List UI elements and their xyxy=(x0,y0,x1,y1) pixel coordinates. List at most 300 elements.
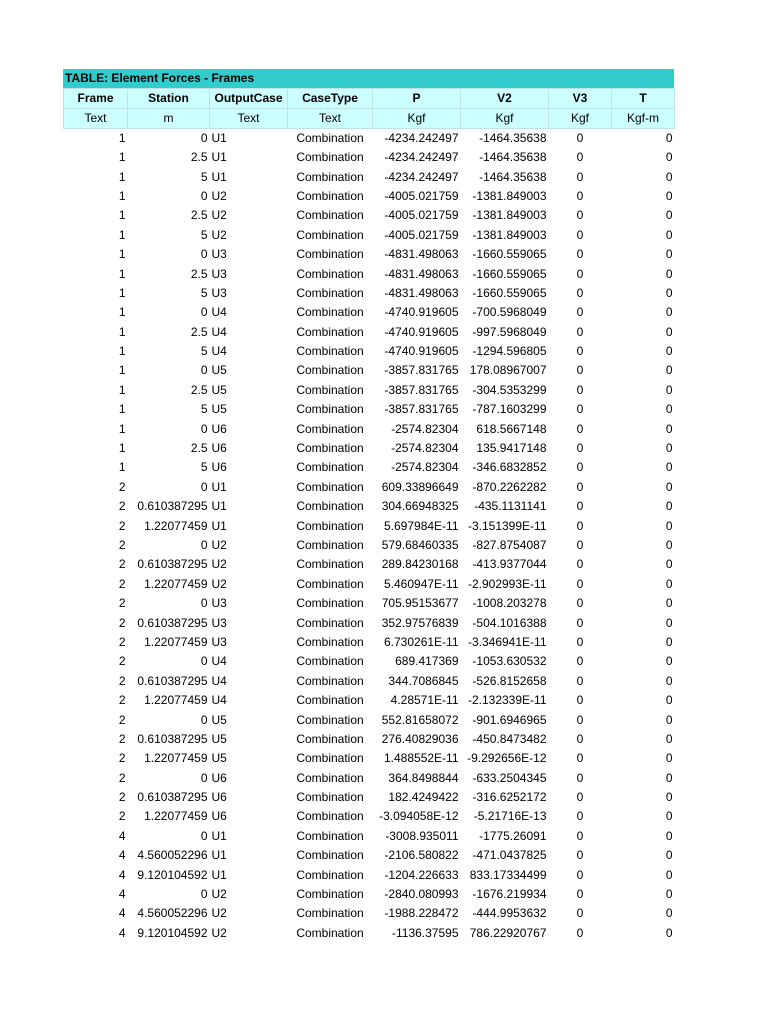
cell-p: 705.95153677 xyxy=(381,596,459,611)
table-row xyxy=(64,342,675,361)
cell-t: 0 xyxy=(665,770,673,785)
cell-v3: 0 xyxy=(576,887,584,902)
cell-station: 9.120104592 xyxy=(137,867,208,882)
cell-v3: 0 xyxy=(576,731,584,746)
cell-t: 0 xyxy=(665,324,673,339)
cell-p: -4831.498063 xyxy=(384,285,459,300)
cell-p: 364.8498844 xyxy=(388,770,459,785)
cell-v2: -1676.219934 xyxy=(472,887,547,902)
cell-frame: 2 xyxy=(118,654,126,669)
cell-v3: 0 xyxy=(576,460,584,475)
cell-t: 0 xyxy=(665,828,673,843)
cell-v3: 0 xyxy=(576,421,584,436)
cell-outputcase: U4 xyxy=(211,654,227,669)
cell-t: 0 xyxy=(665,460,673,475)
cell-t: 0 xyxy=(665,887,673,902)
cell-v3: 0 xyxy=(576,518,584,533)
table-row xyxy=(64,691,675,710)
cell-casetype: Combination xyxy=(296,460,364,475)
table-row xyxy=(64,458,675,477)
cell-outputcase: U6 xyxy=(211,441,227,456)
cell-v2: -1294.596805 xyxy=(472,344,547,359)
cell-casetype: Combination xyxy=(296,421,364,436)
table-row xyxy=(64,730,675,749)
cell-casetype: Combination xyxy=(296,848,364,863)
cell-frame: 1 xyxy=(118,150,126,165)
cell-station: 0.610387295 xyxy=(137,615,208,630)
cell-casetype: Combination xyxy=(296,188,364,203)
cell-frame: 1 xyxy=(118,460,126,475)
cell-p: -3857.831765 xyxy=(384,363,459,378)
cell-p: -4234.242497 xyxy=(384,150,459,165)
cell-p: -4234.242497 xyxy=(384,131,459,145)
unit-v2: Kgf xyxy=(461,109,549,129)
cell-casetype: Combination xyxy=(296,596,364,611)
cell-outputcase: U6 xyxy=(211,770,227,785)
table-row xyxy=(64,361,675,380)
cell-outputcase: U1 xyxy=(211,479,227,494)
element-forces-table xyxy=(63,88,675,943)
cell-casetype: Combination xyxy=(296,441,364,456)
cell-v2: -827.8754087 xyxy=(472,538,547,552)
col-header-v2: V2 xyxy=(461,89,549,109)
cell-frame: 2 xyxy=(118,634,126,649)
cell-casetype: Combination xyxy=(296,131,364,145)
cell-t: 0 xyxy=(665,809,673,824)
cell-frame: 2 xyxy=(118,518,126,533)
cell-t: 0 xyxy=(665,576,673,591)
cell-frame: 2 xyxy=(118,576,126,591)
cell-station: 2.5 xyxy=(190,208,208,223)
cell-t: 0 xyxy=(665,712,673,727)
table-row xyxy=(64,439,675,458)
cell-p: -3008.935011 xyxy=(385,828,459,843)
cell-frame: 1 xyxy=(118,285,126,300)
cell-station: 4.560052296 xyxy=(137,906,208,921)
cell-outputcase: U2 xyxy=(211,906,227,921)
cell-v2: -1381.849003 xyxy=(472,227,547,242)
unit-v3: Kgf xyxy=(549,109,612,129)
cell-v2: 618.5667148 xyxy=(476,421,547,436)
column-header-row xyxy=(64,89,675,109)
cell-p: 689.417369 xyxy=(395,654,459,669)
cell-casetype: Combination xyxy=(296,382,364,397)
cell-v3: 0 xyxy=(576,906,584,921)
cell-outputcase: U1 xyxy=(211,828,227,843)
cell-outputcase: U2 xyxy=(211,188,227,203)
table-row xyxy=(64,381,675,400)
cell-v3: 0 xyxy=(576,499,584,514)
cell-v2: -901.6946965 xyxy=(472,712,547,727)
cell-v2: -870.2262282 xyxy=(472,479,547,494)
cell-outputcase: U2 xyxy=(211,227,227,242)
cell-station: 0 xyxy=(200,770,208,785)
col-header-casetype: CaseType xyxy=(288,89,373,109)
cell-casetype: Combination xyxy=(296,634,364,649)
cell-casetype: Combination xyxy=(296,887,364,902)
table-row xyxy=(64,536,675,555)
cell-v2: -504.1016388 xyxy=(472,615,547,630)
cell-frame: 4 xyxy=(118,867,126,882)
cell-frame: 2 xyxy=(118,731,126,746)
cell-frame: 1 xyxy=(118,344,126,359)
cell-t: 0 xyxy=(665,557,673,572)
cell-p: -3857.831765 xyxy=(384,382,459,397)
cell-frame: 2 xyxy=(118,596,126,611)
cell-outputcase: U1 xyxy=(211,150,227,165)
cell-outputcase: U3 xyxy=(211,596,227,611)
cell-v3: 0 xyxy=(576,809,584,824)
cell-t: 0 xyxy=(665,363,673,378)
cell-p: -4831.498063 xyxy=(384,247,459,262)
table-row xyxy=(64,226,675,245)
cell-v3: 0 xyxy=(576,305,584,320)
cell-t: 0 xyxy=(665,538,673,552)
cell-outputcase: U3 xyxy=(211,285,227,300)
cell-casetype: Combination xyxy=(296,751,364,766)
cell-frame: 2 xyxy=(118,538,126,552)
cell-v3: 0 xyxy=(576,131,584,145)
cell-t: 0 xyxy=(665,285,673,300)
cell-outputcase: U6 xyxy=(211,460,227,475)
col-header-p: P xyxy=(373,89,461,109)
cell-frame: 1 xyxy=(118,305,126,320)
cell-frame: 4 xyxy=(118,848,126,863)
cell-v3: 0 xyxy=(576,479,584,494)
table-row xyxy=(64,555,675,574)
cell-v2: -1464.35638 xyxy=(479,169,547,184)
cell-station: 0.610387295 xyxy=(137,790,208,805)
cell-frame: 1 xyxy=(118,131,126,145)
cell-casetype: Combination xyxy=(296,285,364,300)
cell-station: 0 xyxy=(200,479,208,494)
cell-v2: -3.151399E-11 xyxy=(467,518,547,533)
cell-v3: 0 xyxy=(576,557,584,572)
cell-p: -4831.498063 xyxy=(384,266,459,281)
cell-outputcase: U1 xyxy=(211,848,227,863)
cell-station: 0 xyxy=(200,363,208,378)
cell-p: -4005.021759 xyxy=(384,208,459,223)
cell-t: 0 xyxy=(665,305,673,320)
cell-station: 4.560052296 xyxy=(137,848,208,863)
cell-v3: 0 xyxy=(576,848,584,863)
cell-t: 0 xyxy=(665,848,673,863)
cell-station: 1.22077459 xyxy=(144,576,208,591)
cell-v2: -700.5968049 xyxy=(472,305,547,320)
cell-v3: 0 xyxy=(576,538,584,552)
cell-p: -1988.228472 xyxy=(384,906,459,921)
cell-v2: -444.9953632 xyxy=(472,906,547,921)
cell-v3: 0 xyxy=(576,693,584,708)
table-row xyxy=(64,924,675,943)
cell-t: 0 xyxy=(665,693,673,708)
cell-t: 0 xyxy=(665,867,673,882)
table-row xyxy=(64,264,675,283)
cell-v3: 0 xyxy=(576,615,584,630)
cell-station: 0 xyxy=(200,828,208,843)
cell-station: 5 xyxy=(200,285,208,300)
cell-v3: 0 xyxy=(576,828,584,843)
unit-p: Kgf xyxy=(373,109,461,129)
cell-casetype: Combination xyxy=(296,402,364,417)
cell-v3: 0 xyxy=(576,712,584,727)
cell-station: 5 xyxy=(200,402,208,417)
cell-v3: 0 xyxy=(576,654,584,669)
cell-casetype: Combination xyxy=(296,479,364,494)
cell-p: 5.697984E-11 xyxy=(383,518,459,533)
cell-v3: 0 xyxy=(576,344,584,359)
unit-frame: Text xyxy=(64,109,128,129)
cell-v3: 0 xyxy=(576,441,584,456)
cell-station: 0 xyxy=(200,596,208,611)
cell-casetype: Combination xyxy=(296,247,364,262)
cell-v2: -316.6252172 xyxy=(472,790,547,805)
cell-station: 2.5 xyxy=(190,324,208,339)
cell-p: 276.40829036 xyxy=(381,731,459,746)
cell-t: 0 xyxy=(665,731,673,746)
cell-p: -2840.080993 xyxy=(384,887,459,902)
cell-frame: 1 xyxy=(118,208,126,223)
cell-v2: -2.902993E-11 xyxy=(467,576,547,591)
cell-outputcase: U6 xyxy=(211,421,227,436)
cell-outputcase: U3 xyxy=(211,266,227,281)
cell-casetype: Combination xyxy=(296,557,364,572)
cell-v3: 0 xyxy=(576,402,584,417)
cell-t: 0 xyxy=(665,421,673,436)
cell-casetype: Combination xyxy=(296,828,364,843)
cell-outputcase: U2 xyxy=(211,925,227,940)
cell-p: 182.4249422 xyxy=(388,790,459,805)
cell-casetype: Combination xyxy=(296,654,364,669)
cell-frame: 2 xyxy=(118,615,126,630)
cell-station: 2.5 xyxy=(190,382,208,397)
table-row xyxy=(64,478,675,497)
cell-v2: 786.22920767 xyxy=(469,925,547,940)
cell-outputcase: U4 xyxy=(211,305,227,320)
cell-v3: 0 xyxy=(576,363,584,378)
cell-station: 0 xyxy=(200,712,208,727)
cell-outputcase: U6 xyxy=(211,809,227,824)
table-row xyxy=(64,303,675,322)
cell-v3: 0 xyxy=(576,150,584,165)
cell-v2: -1381.849003 xyxy=(472,188,547,203)
cell-t: 0 xyxy=(665,266,673,281)
table-row xyxy=(64,865,675,884)
unit-outputcase: Text xyxy=(210,109,288,129)
cell-v3: 0 xyxy=(576,576,584,591)
cell-p: -3.094058E-12 xyxy=(379,809,459,824)
table-row xyxy=(64,749,675,768)
cell-v2: -413.9377044 xyxy=(472,557,547,572)
cell-v2: -435.1131141 xyxy=(474,499,547,514)
cell-v2: -633.2504345 xyxy=(472,770,547,785)
cell-casetype: Combination xyxy=(296,615,364,630)
cell-outputcase: U4 xyxy=(211,324,227,339)
cell-v3: 0 xyxy=(576,925,584,940)
cell-frame: 1 xyxy=(118,247,126,262)
unit-t: Kgf-m xyxy=(612,109,675,129)
table-row xyxy=(64,148,675,167)
cell-station: 0 xyxy=(200,654,208,669)
cell-outputcase: U2 xyxy=(211,538,227,552)
cell-outputcase: U4 xyxy=(211,344,227,359)
cell-frame: 2 xyxy=(118,790,126,805)
cell-v2: -787.1603299 xyxy=(472,402,547,417)
table-row xyxy=(64,769,675,788)
cell-frame: 1 xyxy=(118,169,126,184)
cell-t: 0 xyxy=(665,344,673,359)
cell-station: 0.610387295 xyxy=(137,557,208,572)
cell-v2: -1053.630532 xyxy=(472,654,547,669)
cell-p: -2574.82304 xyxy=(391,421,459,436)
cell-frame: 1 xyxy=(118,441,126,456)
cell-outputcase: U3 xyxy=(211,634,227,649)
table-row xyxy=(64,710,675,729)
table-row xyxy=(64,575,675,594)
table-row xyxy=(64,652,675,671)
table-row xyxy=(64,904,675,923)
cell-station: 0.610387295 xyxy=(137,731,208,746)
cell-frame: 4 xyxy=(118,828,126,843)
cell-frame: 2 xyxy=(118,499,126,514)
cell-v2: -3.346941E-11 xyxy=(467,634,547,649)
cell-v2: -346.6832852 xyxy=(472,460,547,475)
cell-p: -4740.919605 xyxy=(384,344,459,359)
unit-casetype: Text xyxy=(288,109,373,129)
cell-frame: 1 xyxy=(118,363,126,378)
cell-frame: 2 xyxy=(118,557,126,572)
cell-frame: 1 xyxy=(118,324,126,339)
cell-v2: -1660.559065 xyxy=(472,247,547,262)
table-row xyxy=(64,400,675,419)
cell-casetype: Combination xyxy=(296,809,364,824)
cell-v3: 0 xyxy=(576,266,584,281)
table-row xyxy=(64,284,675,303)
cell-t: 0 xyxy=(665,169,673,184)
cell-t: 0 xyxy=(665,441,673,456)
cell-casetype: Combination xyxy=(296,712,364,727)
cell-casetype: Combination xyxy=(296,867,364,882)
cell-v2: -1464.35638 xyxy=(479,131,547,145)
cell-station: 5 xyxy=(200,460,208,475)
cell-outputcase: U6 xyxy=(211,790,227,805)
cell-outputcase: U1 xyxy=(211,131,227,145)
cell-v2: -1660.559065 xyxy=(472,285,547,300)
cell-v3: 0 xyxy=(576,596,584,611)
cell-station: 0 xyxy=(200,538,208,552)
cell-v3: 0 xyxy=(576,382,584,397)
cell-outputcase: U5 xyxy=(211,363,227,378)
cell-station: 5 xyxy=(200,169,208,184)
cell-casetype: Combination xyxy=(296,770,364,785)
units-header-row xyxy=(64,109,675,129)
table-row xyxy=(64,419,675,438)
cell-p: 352.97576839 xyxy=(381,615,459,630)
cell-outputcase: U3 xyxy=(211,247,227,262)
cell-t: 0 xyxy=(665,150,673,165)
cell-casetype: Combination xyxy=(296,169,364,184)
cell-v3: 0 xyxy=(576,247,584,262)
cell-outputcase: U1 xyxy=(211,169,227,184)
cell-outputcase: U1 xyxy=(211,518,227,533)
cell-casetype: Combination xyxy=(296,499,364,514)
col-header-frame: Frame xyxy=(64,89,128,109)
cell-v2: -997.5968049 xyxy=(472,324,547,339)
cell-p: -4005.021759 xyxy=(384,188,459,203)
cell-t: 0 xyxy=(665,634,673,649)
table-row xyxy=(64,846,675,865)
cell-p: -2574.82304 xyxy=(391,460,459,475)
cell-frame: 2 xyxy=(118,809,126,824)
cell-station: 5 xyxy=(200,227,208,242)
cell-p: 304.66948325 xyxy=(381,499,459,514)
cell-v2: -471.0437825 xyxy=(472,848,547,863)
cell-casetype: Combination xyxy=(296,227,364,242)
cell-casetype: Combination xyxy=(296,305,364,320)
cell-frame: 2 xyxy=(118,693,126,708)
col-header-v3: V3 xyxy=(549,89,612,109)
cell-v2: -2.132339E-11 xyxy=(467,693,547,708)
table-body xyxy=(64,129,675,944)
cell-casetype: Combination xyxy=(296,344,364,359)
cell-outputcase: U5 xyxy=(211,731,227,746)
cell-frame: 4 xyxy=(118,906,126,921)
cell-casetype: Combination xyxy=(296,790,364,805)
cell-p: 4.28571E-11 xyxy=(390,693,459,708)
cell-t: 0 xyxy=(665,925,673,940)
cell-station: 1.22077459 xyxy=(144,518,208,533)
cell-station: 1.22077459 xyxy=(144,693,208,708)
cell-casetype: Combination xyxy=(296,925,364,940)
cell-v2: -1464.35638 xyxy=(479,150,547,165)
table-row xyxy=(64,827,675,846)
table-row xyxy=(64,187,675,206)
cell-station: 0 xyxy=(200,305,208,320)
cell-frame: 1 xyxy=(118,227,126,242)
cell-frame: 1 xyxy=(118,382,126,397)
table-row xyxy=(64,594,675,613)
cell-station: 9.120104592 xyxy=(137,925,208,940)
cell-outputcase: U5 xyxy=(211,382,227,397)
cell-casetype: Combination xyxy=(296,363,364,378)
cell-station: 0 xyxy=(200,421,208,436)
cell-outputcase: U4 xyxy=(211,693,227,708)
table-row xyxy=(64,516,675,535)
cell-v2: 833.17334499 xyxy=(469,867,547,882)
cell-v2: -1775.26091 xyxy=(479,828,547,843)
cell-p: -1204.226633 xyxy=(384,867,459,882)
table-row xyxy=(64,672,675,691)
cell-t: 0 xyxy=(665,615,673,630)
cell-t: 0 xyxy=(665,402,673,417)
cell-p: -4740.919605 xyxy=(384,324,459,339)
cell-v3: 0 xyxy=(576,770,584,785)
cell-outputcase: U1 xyxy=(211,867,227,882)
cell-t: 0 xyxy=(665,596,673,611)
cell-p: -2106.580822 xyxy=(384,848,459,863)
table-row xyxy=(64,245,675,264)
cell-outputcase: U2 xyxy=(211,208,227,223)
cell-casetype: Combination xyxy=(296,906,364,921)
cell-station: 1.22077459 xyxy=(144,634,208,649)
cell-casetype: Combination xyxy=(296,266,364,281)
cell-frame: 2 xyxy=(118,751,126,766)
cell-station: 1.22077459 xyxy=(144,751,208,766)
cell-casetype: Combination xyxy=(296,731,364,746)
cell-v2: -5.21716E-13 xyxy=(473,809,547,824)
cell-p: 344.7086845 xyxy=(388,673,459,688)
cell-v3: 0 xyxy=(576,790,584,805)
